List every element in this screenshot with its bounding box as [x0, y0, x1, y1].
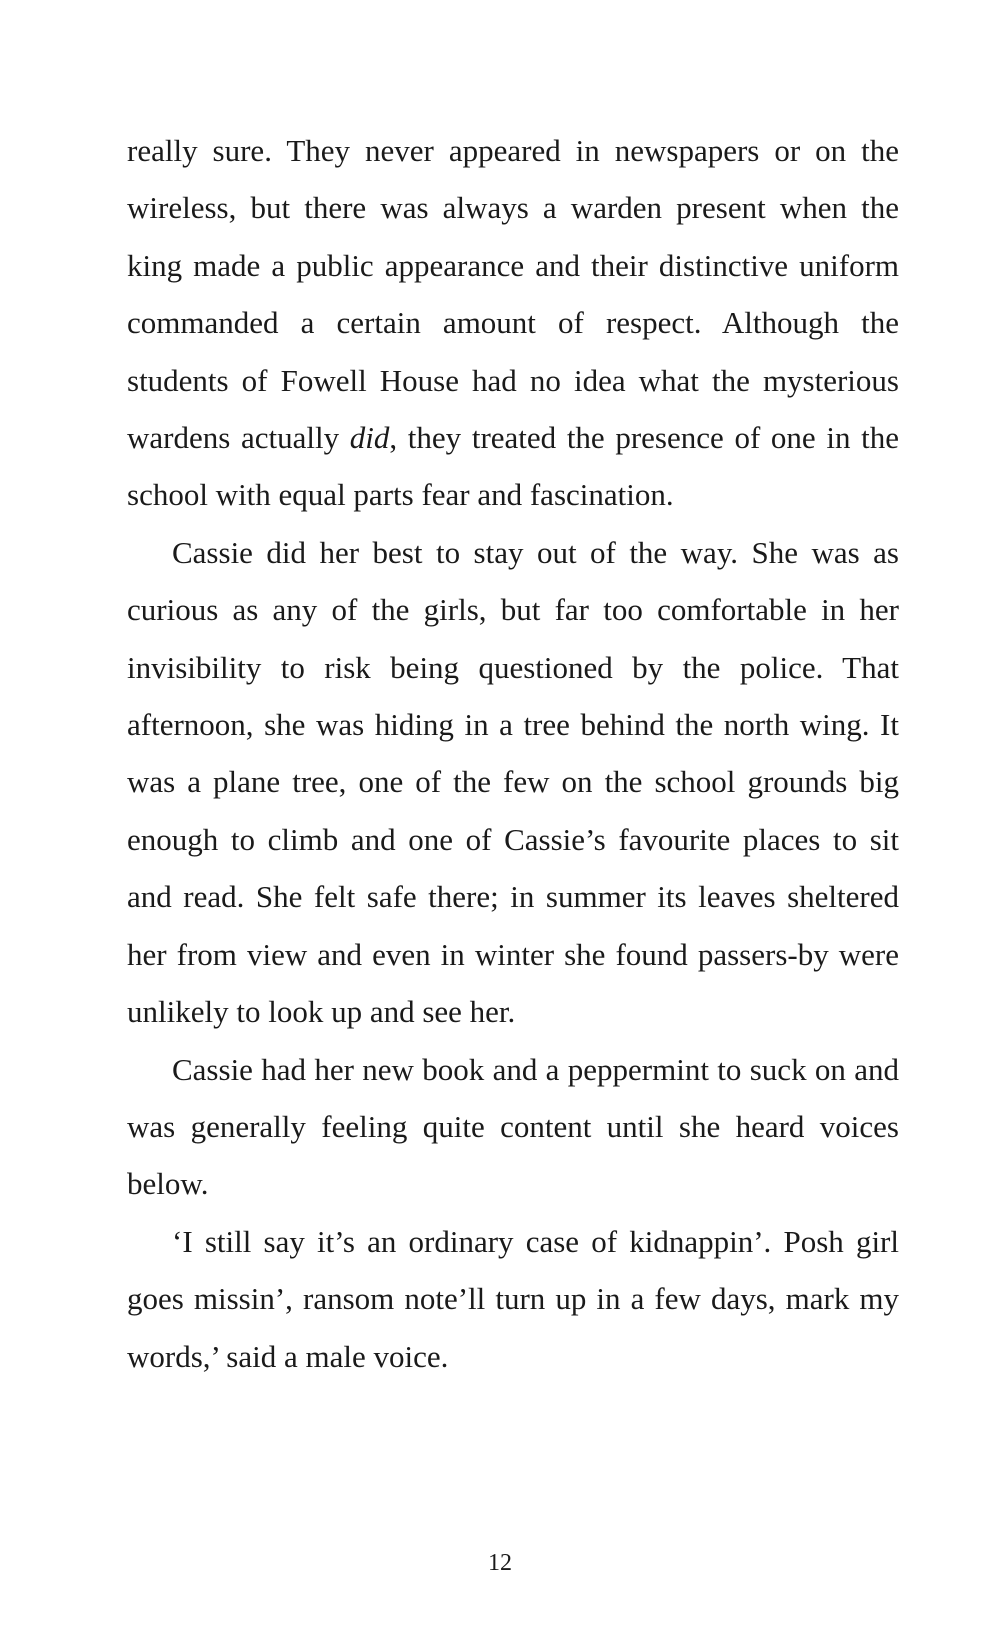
page-number: 12 [488, 1550, 512, 1576]
paragraph-3 [127, 1041, 899, 1213]
paragraph-1-text-b: , they treated the presence of one in the school with equal parts fear and fascination. [127, 420, 899, 513]
paragraph-1 [127, 122, 899, 524]
paragraph-4 [127, 1213, 899, 1385]
paragraph-1-italic-did: did [349, 420, 390, 456]
paragraph-3-text: Cassie had her new book and a peppermint to suck on and was generally feeling quite content until she heard voices below. [127, 1051, 899, 1202]
paragraph-1-text-a: really sure. They never appeared in newspapers or on the wireless, but there was always a warden present when the king made a public appearance and their distinctive uniform commanded a certain amount of respect. Although the students of Fowell House had no idea what the mysterious wardens actually [127, 133, 899, 456]
paragraph-2 [127, 524, 899, 1041]
page-body [127, 122, 899, 1385]
paragraph-4-text: ‘I still say it’s an ordinary case of kidnappin’. Posh girl goes missin’, ransom note’ll turn up in a few days, mark my words,’ said a male voice. [127, 1223, 899, 1374]
paragraph-2-text: Cassie did her best to stay out of the way. She was as curious as any of the girls, but far too comfortable in her invisibility to risk being questioned by the police. That afternoon, she was hiding in a tree behind the north wing. It was a plane tree, one of the few on the school grounds big enough to climb and one of Cassie’s favourite places to sit and read. She felt safe there; in summer its leaves sheltered her from view and even in winter she found passers-by were unlikely to look up and see her. [127, 534, 899, 1030]
